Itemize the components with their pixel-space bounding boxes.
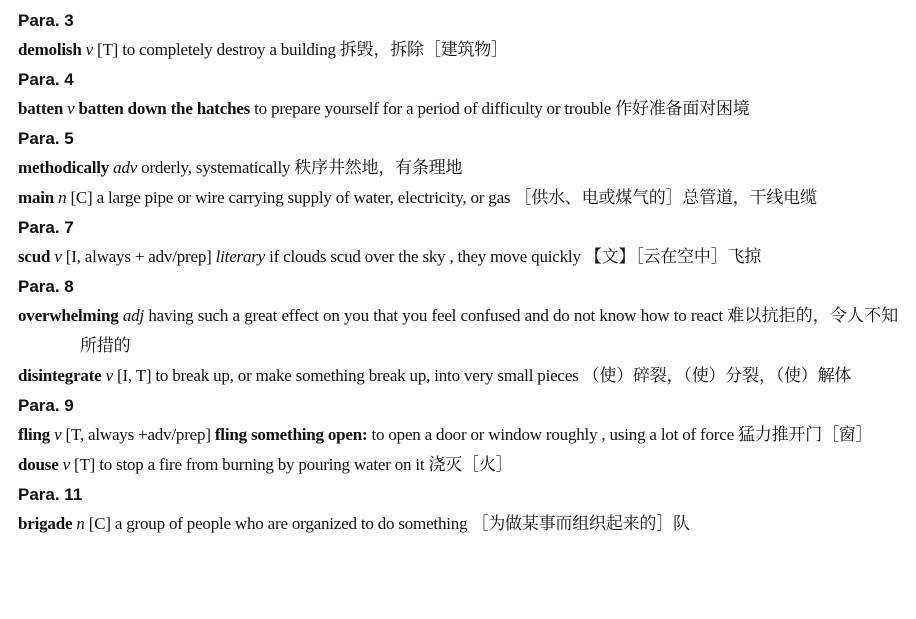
vocab-entry — [18, 183, 898, 213]
glossary-page — [18, 6, 898, 539]
vocab-entry — [18, 509, 898, 539]
part-of-speech: adj — [118, 306, 145, 325]
chinese-translation: 秩序井然地，有条理地 — [294, 158, 463, 178]
headword: main — [18, 188, 55, 207]
chinese-translation: 拆毁，拆除［建筑物］ — [339, 40, 508, 60]
headword: scud — [18, 247, 51, 266]
phrase: fling something open: — [214, 425, 368, 444]
chinese-translation: 浇灭［火］ — [428, 455, 513, 475]
register-label: literary — [215, 247, 266, 266]
definition-text: to open a door or window roughly , using a lot of force — [367, 425, 738, 444]
headword: methodically — [18, 158, 110, 177]
headword: batten — [18, 99, 64, 118]
chinese-translation: 难以抗拒的，令人不知所措的 — [80, 306, 898, 356]
vocab-entry — [18, 301, 898, 361]
headword: fling — [18, 425, 51, 444]
headword: brigade — [18, 514, 73, 533]
part-of-speech: v — [50, 425, 62, 444]
part-of-speech: adv — [109, 158, 138, 177]
definition-text: [I, T] to break up, or make something break up, into very small pieces — [112, 366, 583, 385]
vocab-entry — [18, 420, 898, 450]
paragraph-heading: Para. 5 — [18, 129, 74, 148]
definition-text: if clouds scud over the sky , they move quickly — [265, 247, 585, 266]
paragraph-heading: Para. 8 — [18, 277, 74, 296]
definition-text: [C] a large pipe or wire carrying supply of water, electricity, or gas — [66, 188, 515, 207]
definition-text: [C] a group of people who are organized to do something — [84, 514, 472, 533]
headword: disintegrate — [18, 366, 102, 385]
chinese-translation: 作好准备面对困境 — [615, 99, 750, 119]
vocab-entry — [18, 94, 898, 124]
chinese-translation: （使）碎裂，（使）分裂，（使）解体 — [582, 366, 852, 386]
chinese-translation: ［为做某事而组织起来的］队 — [471, 514, 690, 534]
vocab-entry — [18, 450, 898, 480]
chinese-translation: 猛力推开门［窗］ — [738, 425, 873, 445]
chinese-translation: 【文】［云在空中］飞掠 — [584, 247, 762, 267]
vocab-entry — [18, 242, 898, 272]
headword: douse — [18, 455, 59, 474]
vocab-entry — [18, 35, 898, 65]
paragraph-heading: Para. 9 — [18, 396, 74, 415]
vocab-entry — [18, 361, 898, 391]
paragraph-heading: Para. 4 — [18, 70, 74, 89]
part-of-speech: v — [58, 455, 70, 474]
phrase: batten down the hatches — [74, 99, 251, 118]
definition-text: [T, always +adv/prep] — [61, 425, 215, 444]
paragraph-heading: Para. 11 — [18, 485, 83, 504]
chinese-translation: ［供水、电或煤气的］总管道，干线电缆 — [514, 188, 817, 208]
paragraph-heading: Para. 7 — [18, 218, 74, 237]
headword: overwhelming — [18, 306, 119, 325]
part-of-speech: v — [101, 366, 113, 385]
definition-text: [T] to stop a fire from burning by pouring water on it — [69, 455, 429, 474]
paragraph-heading: Para. 3 — [18, 11, 74, 30]
definition-text: orderly, systematically — [137, 158, 295, 177]
definition-text: having such a great effect on you that you feel confused and do not know how to react — [144, 306, 728, 325]
definition-text: [I, always + adv/prep] — [61, 247, 216, 266]
vocab-entry — [18, 153, 898, 183]
headword: demolish — [18, 40, 82, 59]
part-of-speech: v — [81, 40, 93, 59]
part-of-speech: n — [54, 188, 67, 207]
part-of-speech: n — [72, 514, 85, 533]
definition-text: [T] to completely destroy a building — [92, 40, 340, 59]
definition-text: to prepare yourself for a period of difficulty or trouble — [250, 99, 616, 118]
part-of-speech: v — [63, 99, 75, 118]
part-of-speech: v — [50, 247, 62, 266]
